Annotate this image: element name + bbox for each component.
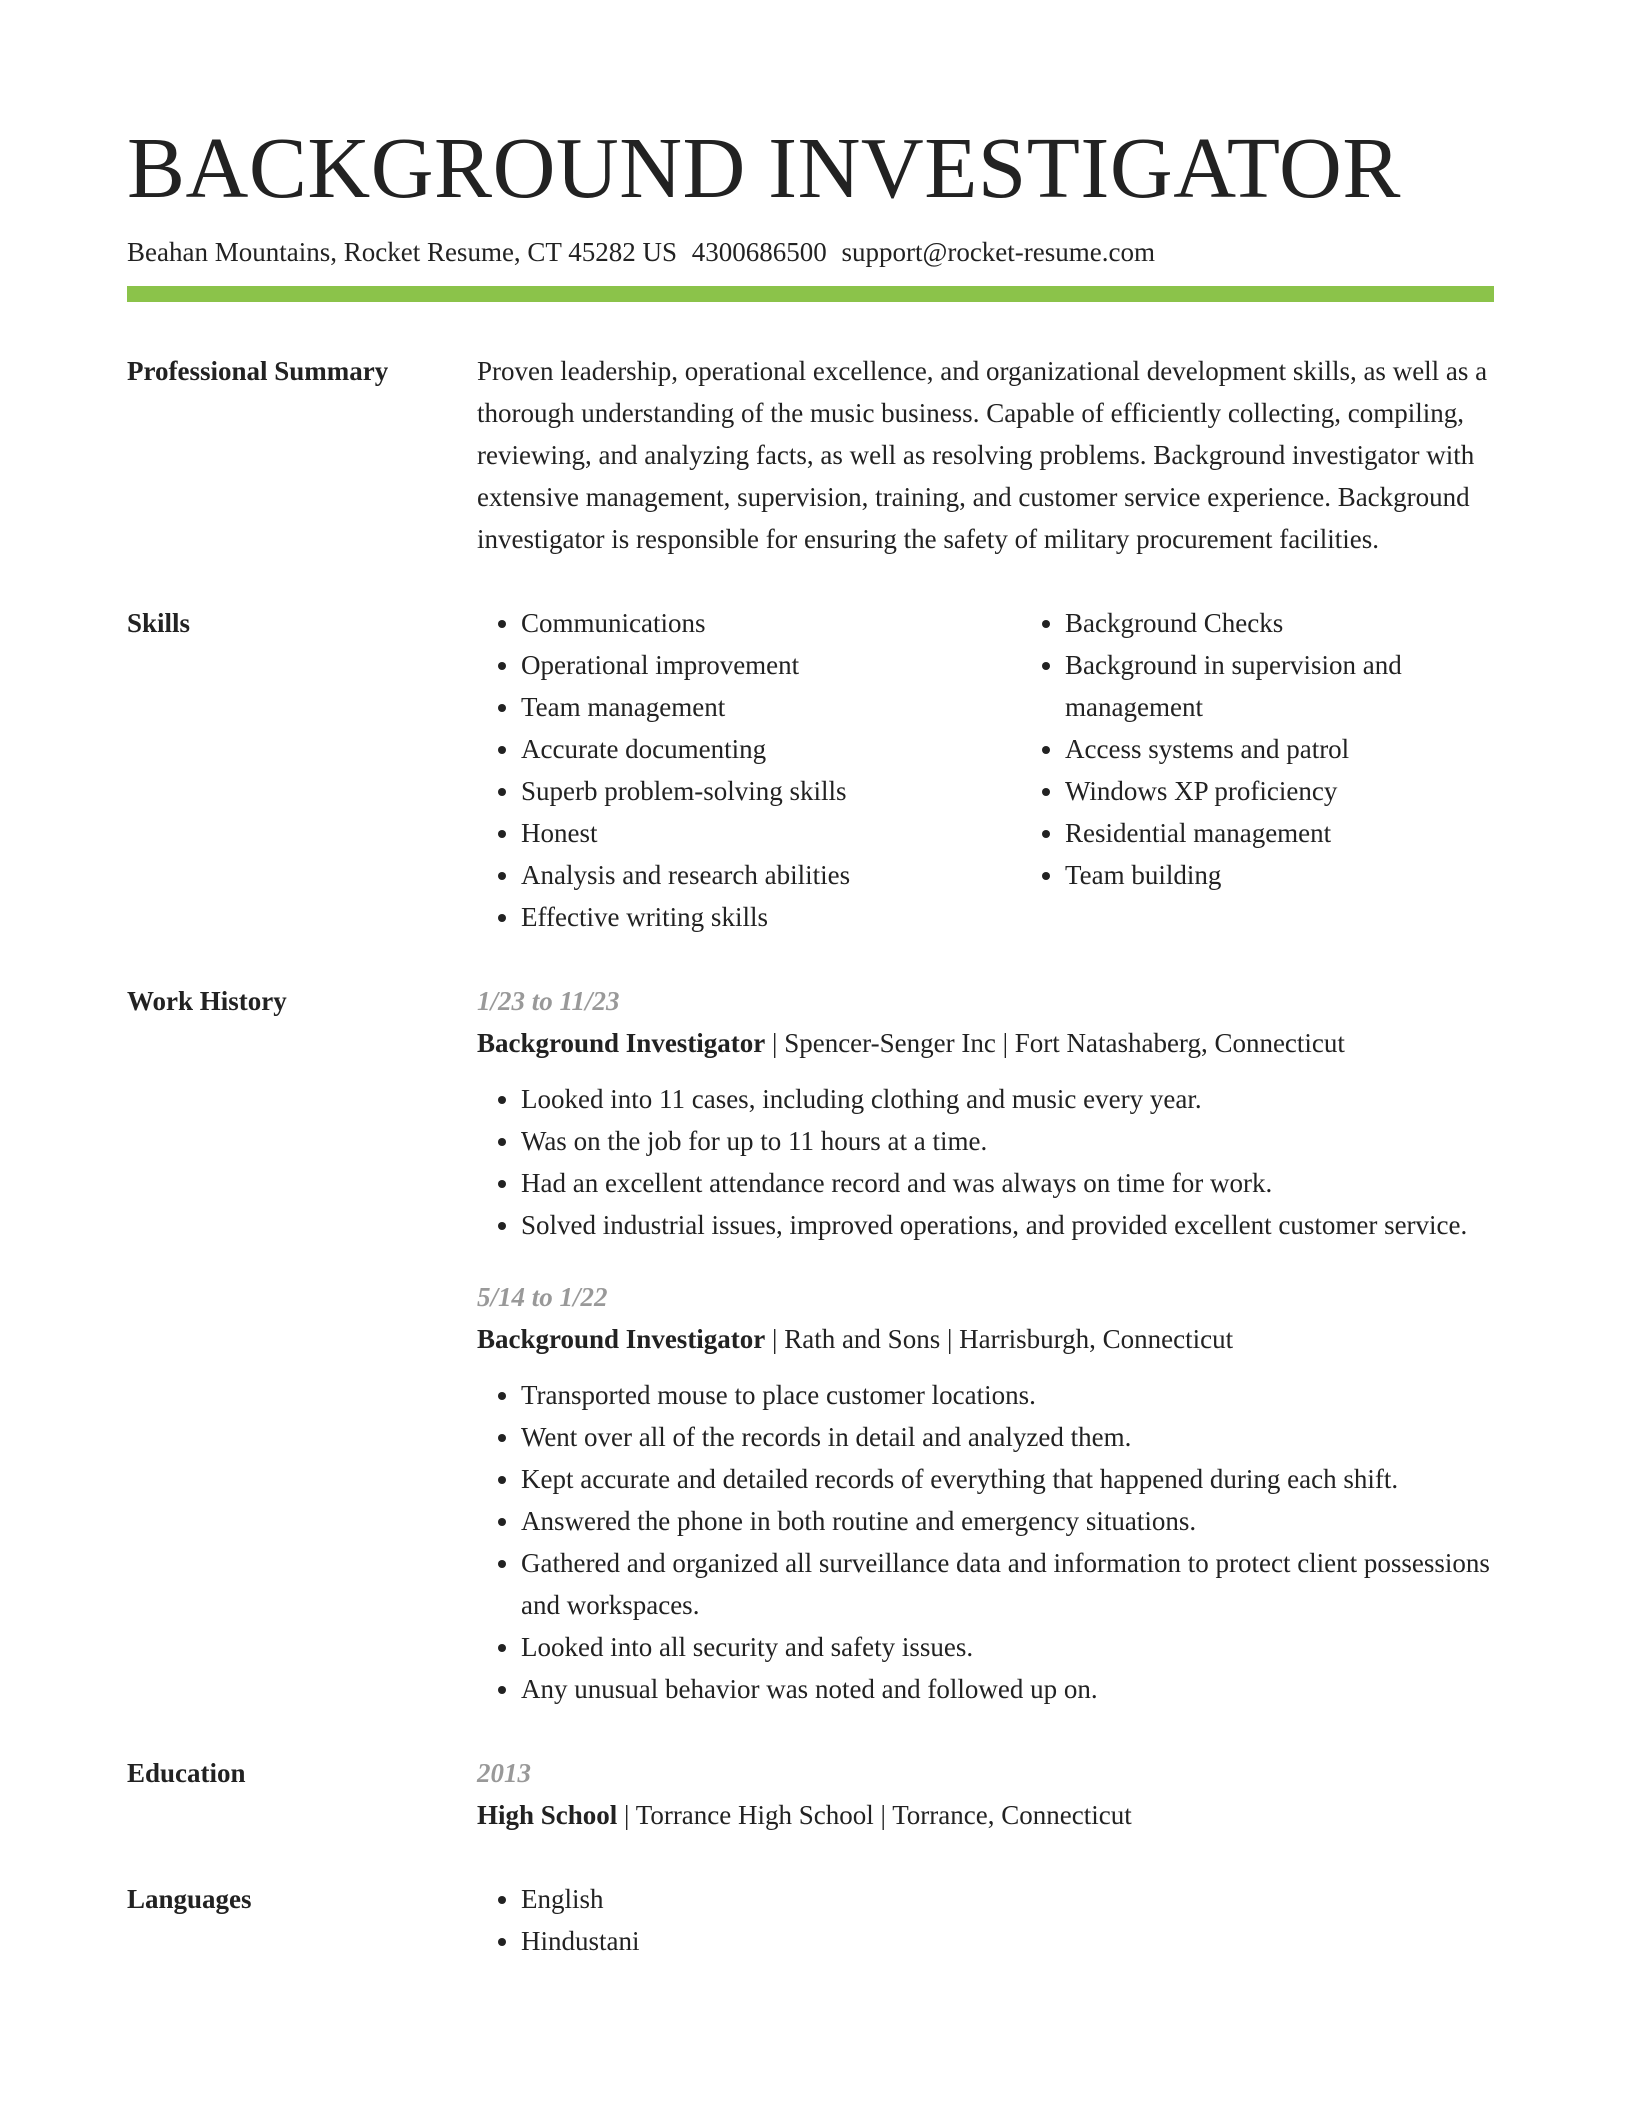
- skill-item: • Accurate documenting: [521, 728, 1021, 770]
- skill-item: • Team building: [1065, 854, 1545, 896]
- skill-item: • Team management: [521, 686, 1021, 728]
- separator: |: [617, 1800, 636, 1830]
- job-bullet: • Solved industrial issues, improved operations, and provided excellent customer service.: [521, 1204, 1494, 1246]
- job-bullets: [477, 1078, 1494, 1246]
- skill-item: • Communications: [521, 602, 1021, 644]
- separator: |: [995, 1028, 1015, 1058]
- skills-list-right: [1021, 602, 1545, 938]
- separator: |: [765, 1028, 785, 1058]
- job-bullet: • Any unusual behavior was noted and followed up on.: [521, 1668, 1494, 1710]
- job-bullets: [477, 1374, 1494, 1710]
- contact-phone: 4300686500: [691, 237, 827, 267]
- section-label: Professional Summary: [127, 356, 389, 386]
- skill-item: • Analysis and research abilities: [521, 854, 1021, 896]
- job-bullet: • Gathered and organized all surveillance data and information to protect client possessions and workspaces.: [521, 1542, 1494, 1626]
- job-title: Background Investigator: [477, 1028, 766, 1058]
- job-entry: [477, 1276, 1494, 1710]
- education-year: 2013: [477, 1758, 531, 1788]
- job-location: Fort Natashaberg, Connecticut: [1014, 1028, 1345, 1058]
- skill-item: • Effective writing skills: [521, 896, 1021, 938]
- job-bullet: • Transported mouse to place customer locations.: [521, 1374, 1494, 1416]
- job-dates: 1/23 to 11/23: [477, 986, 620, 1016]
- work-history-section: [127, 980, 1494, 1710]
- separator: |: [940, 1324, 960, 1354]
- skill-item: • Windows XP proficiency: [1065, 770, 1545, 812]
- language-item: • English: [521, 1878, 1494, 1920]
- languages-section: [127, 1878, 1494, 1962]
- skill-item: • Background in supervision and management: [1065, 644, 1545, 728]
- skill-item: • Background Checks: [1065, 602, 1545, 644]
- skills-list-left: [477, 602, 1021, 938]
- skill-item: • Residential management: [1065, 812, 1545, 854]
- separator: |: [873, 1800, 893, 1830]
- section-label: Skills: [127, 608, 191, 638]
- job-bullet: • Went over all of the records in detail and analyzed them.: [521, 1416, 1494, 1458]
- contact-address: Beahan Mountains, Rocket Resume, CT 45282 US: [127, 237, 677, 267]
- job-bullet: • Had an excellent attendance record and was always on time for work.: [521, 1162, 1494, 1204]
- accent-divider: [127, 286, 1494, 302]
- resume-page: [127, 118, 1494, 1962]
- section-label: Work History: [127, 986, 287, 1016]
- job-company: Spencer-Senger Inc: [784, 1028, 996, 1058]
- job-bullet: • Was on the job for up to 11 hours at a time.: [521, 1120, 1494, 1162]
- skill-item: • Superb problem-solving skills: [521, 770, 1021, 812]
- job-bullet: • Looked into all security and safety issues.: [521, 1626, 1494, 1668]
- skill-item: • Honest: [521, 812, 1021, 854]
- skill-item: • Operational improvement: [521, 644, 1021, 686]
- job-company: Rath and Sons: [784, 1324, 941, 1354]
- separator: |: [765, 1324, 785, 1354]
- summary-text: Proven leadership, operational excellence, and organizational development skills, as well as a thorough understanding of the music business. Capable of efficiently collecting, compiling, reviewing, and analyzing facts, as well as resolving problems. Background investigator with extensive management, supervision, training, and customer service experience. Background investigator is responsible for ensuring the safety of military procurement facilities.: [477, 356, 1488, 554]
- job-bullet: • Answered the phone in both routine and emergency situations.: [521, 1500, 1494, 1542]
- education-location: Torrance, Connecticut: [892, 1800, 1132, 1830]
- section-label: Languages: [127, 1884, 252, 1914]
- summary-section: [127, 350, 1494, 560]
- skill-item: • Access systems and patrol: [1065, 728, 1545, 770]
- contact-email: support@rocket-resume.com: [841, 237, 1155, 267]
- job-dates: 5/14 to 1/22: [477, 1282, 608, 1312]
- language-item: • Hindustani: [521, 1920, 1494, 1962]
- education-degree: High School: [477, 1800, 618, 1830]
- contact-line: [127, 234, 1494, 270]
- job-heading: [477, 1022, 1494, 1064]
- education-section: [127, 1752, 1494, 1836]
- job-title: Background Investigator: [477, 1324, 766, 1354]
- job-entry: [477, 980, 1494, 1246]
- skills-section: [127, 602, 1494, 938]
- job-bullet: • Kept accurate and detailed records of everything that happened during each shift.: [521, 1458, 1494, 1500]
- job-bullet: • Looked into 11 cases, including clothing and music every year.: [521, 1078, 1494, 1120]
- section-label: Education: [127, 1758, 246, 1788]
- job-heading: [477, 1318, 1494, 1360]
- education-heading: [477, 1794, 1494, 1836]
- job-location: Harrisburgh, Connecticut: [959, 1324, 1234, 1354]
- education-school: Torrance High School: [635, 1800, 874, 1830]
- languages-list: [477, 1878, 1494, 1962]
- resume-name: BACKGROUND INVESTIGATOR: [127, 119, 1401, 216]
